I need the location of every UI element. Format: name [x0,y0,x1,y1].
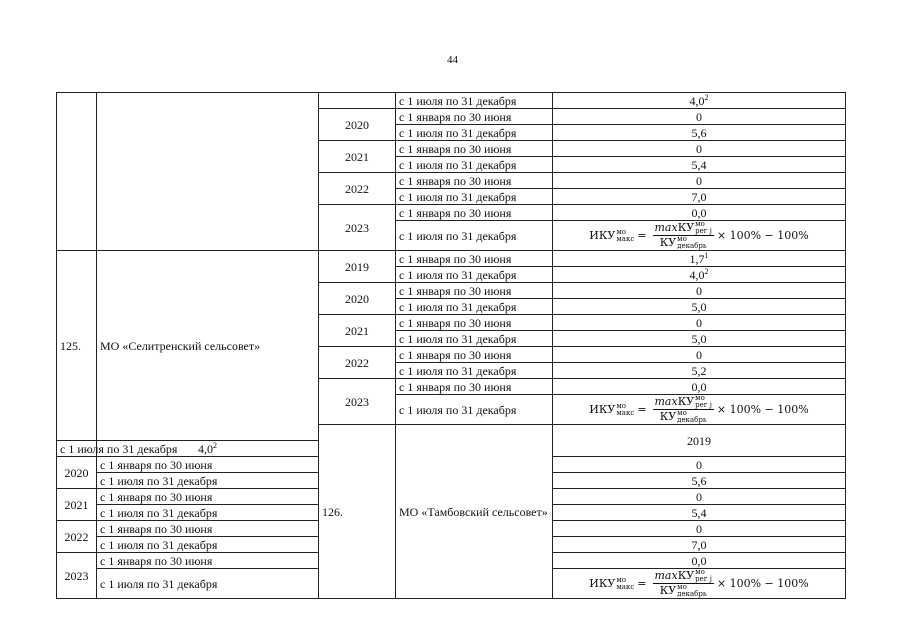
formula-lhs-sup: мо [616,401,627,410]
formula [589,221,808,250]
period-cell: с 1 января по 30 июня [396,379,553,395]
formula-lhs: ИКУ [589,402,616,416]
period-cell: с 1 января по 30 июня [97,553,319,569]
period-cell: с 1 июля по 31 декабря [97,569,319,599]
formula-den-scripts [677,236,707,250]
tariff-table [56,92,846,599]
period-cell: с 1 июля по 31 декабря [396,157,553,173]
value-cell [553,173,846,189]
formula-den-sup: мо [677,583,687,591]
formula-lhs-scripts [616,577,634,591]
formula-num-sub: рег j [695,227,712,235]
period-cell: с 1 января по 30 июня [396,347,553,363]
value-cell [553,315,846,331]
value-text: 5,6 [691,125,707,140]
year-cell: 2021 [57,489,97,521]
year-cell: 2023 [57,553,97,599]
year-cell: 2022 [319,347,396,379]
value-cell [553,283,846,299]
period-cell: с 1 июля по 31 декабря [396,125,553,141]
period-cell: с 1 января по 30 июня [396,173,553,189]
value-text: 0 [696,315,702,330]
period-cell: с 1 июля по 31 декабря [97,473,319,489]
period-cell: с 1 января по 30 июня [396,315,553,331]
year-cell: 2020 [57,457,97,489]
value-text: 4,0 [689,93,705,108]
value-cell [553,537,846,553]
year-cell: 2022 [57,521,97,553]
value-text: 4,0 [689,267,705,282]
formula-den-scripts [677,584,707,598]
formula-numerator [653,395,714,410]
formula-tail: × 100% − 100% [716,402,809,416]
value-cell [553,267,846,283]
value-cell [553,205,846,221]
formula-num-sup: мо [695,394,705,402]
value-text: 0 [696,521,702,536]
formula-num-base: КУ [677,221,695,234]
formula-den-sup: мо [677,409,687,417]
value-text: 5,2 [691,363,707,378]
value-cell [553,157,846,173]
value-cell [553,221,846,251]
formula-equals: = [637,228,647,242]
year-cell: 2019 [553,425,846,457]
value-cell [553,363,846,379]
period-cell: с 1 января по 30 июня [97,489,319,505]
formula-max: max [654,395,678,408]
value-cell [553,457,846,473]
formula-den-base: КУ [659,410,677,423]
formula-numerator [653,221,714,236]
formula-num-scripts [695,395,712,409]
municipality-name: МО «Тамбовский сельсовет» [396,425,553,599]
formula-equals: = [637,576,647,590]
value-cell [553,489,846,505]
formula-lhs-sub: макс [616,234,635,243]
formula-lhs-sup: мо [616,575,627,584]
year-cell: 2022 [319,173,396,205]
formula-lhs-sup: мо [616,227,627,236]
value-text: 0 [696,489,702,504]
row-number [57,93,97,251]
row-number: 125. [57,251,97,441]
table-row [57,251,846,267]
formula-max: max [654,569,678,582]
year-cell: 2019 [319,251,396,283]
year-cell: 2023 [319,379,396,425]
year-cell: 2021 [319,141,396,173]
period-cell: с 1 июля по 31 декабря [97,537,319,553]
formula-den-base: КУ [659,236,677,249]
value-text: 1,7 [689,251,705,266]
formula-lhs-sub: макс [616,582,635,591]
period-cell: с 1 января по 30 июня [396,141,553,157]
year-cell [319,93,396,109]
formula-num-sup: мо [695,220,705,228]
value-text: 5,0 [691,299,707,314]
formula-den-sub: декабрь [677,590,707,598]
period-cell: с 1 июля по 31 декабря [396,267,553,283]
value-text: 0 [696,457,702,472]
value-cell [553,93,846,109]
formula-lhs: ИКУ [589,228,616,242]
value-text: 7,0 [691,189,707,204]
period-cell: с 1 января по 30 июня [396,205,553,221]
municipality-name [97,93,319,251]
footnote-marker: 2 [213,440,217,450]
table-row [57,93,846,109]
formula-fraction [653,569,714,598]
formula-fraction [653,221,714,250]
formula-den-scripts [677,410,707,424]
footnote-marker: 2 [704,92,709,102]
year-cell: 2020 [319,109,396,141]
period-cell: с 1 января по 30 июня [97,457,319,473]
value-text: 0 [696,109,702,124]
year-cell: 2020 [319,283,396,315]
formula [589,569,808,598]
footnote-marker: 1 [704,250,709,260]
value-text: 0 [696,347,702,362]
formula-fraction [653,395,714,424]
value-text: 0 [696,141,702,156]
formula-num-sub: рег j [695,401,712,409]
value-text: 5,4 [691,157,707,172]
value-cell [553,299,846,315]
period-cell: с 1 июля по 31 декабря [396,221,553,251]
value-cell [553,331,846,347]
formula-denominator [658,410,709,424]
value-cell [553,569,846,599]
footnote-marker: 2 [704,266,709,276]
period-cell: с 1 января по 30 июня [396,283,553,299]
formula-num-sup: мо [695,568,705,576]
formula-num-sub: рег j [695,575,712,583]
value-cell [553,521,846,537]
value-text: 4,0 [198,441,213,456]
value-cell [553,505,846,521]
formula-num-scripts [695,221,712,235]
formula-lhs: ИКУ [589,576,616,590]
value-text: 5,6 [691,473,707,488]
formula-lhs-sub: макс [616,408,635,417]
formula-den-sub: декабрь [677,416,707,424]
value-text: 0 [696,173,702,188]
period-cell: с 1 июля по 31 декабря [396,395,553,425]
year-cell: 2023 [319,205,396,251]
formula-lhs-scripts [616,229,634,243]
value-cell [553,553,846,569]
period-cell: с 1 января по 30 июня [396,251,553,267]
formula-den-base: КУ [659,584,677,597]
value-cell [553,109,846,125]
value-text: 5,4 [691,505,707,520]
page-number: 44 [447,54,458,66]
formula [589,395,808,424]
period-cell: с 1 июля по 31 декабря [396,331,553,347]
period-cell: с 1 июля по 31 декабря [396,93,553,109]
period-cell: с 1 июля по 31 декабря [396,189,553,205]
value-text: 7,0 [691,537,707,552]
value-cell [553,189,846,205]
period-cell: с 1 июля по 31 декабря [97,505,319,521]
row-number: 126. [319,425,396,599]
formula-num-scripts [695,569,712,583]
value-text: 0,0 [691,205,707,220]
value-text: 0 [696,283,702,298]
formula-num-base: КУ [677,569,695,582]
value-cell [553,125,846,141]
period-cell: с 1 июля по 31 декабря [57,441,97,457]
period-cell: с 1 июля по 31 декабря [396,299,553,315]
formula-numerator [653,569,714,584]
value-cell [553,379,846,395]
period-cell: с 1 июля по 31 декабря [396,363,553,379]
municipality-name: МО «Селитренский сельсовет» [97,251,319,441]
value-cell [553,251,846,267]
formula-tail: × 100% − 100% [716,576,809,590]
value-cell [553,141,846,157]
value-text: 5,0 [691,331,707,346]
formula-tail: × 100% − 100% [716,228,809,242]
value-cell [553,473,846,489]
period-cell: с 1 января по 30 июня [97,521,319,537]
value-cell [553,395,846,425]
formula-num-base: КУ [677,395,695,408]
formula-denominator [658,236,709,250]
formula-equals: = [637,402,647,416]
period-cell: с 1 января по 30 июня [396,109,553,125]
formula-den-sup: мо [677,235,687,243]
formula-den-sub: декабрь [677,242,707,250]
formula-max: max [654,221,678,234]
formula-lhs-scripts [616,403,634,417]
value-cell [553,347,846,363]
year-cell: 2021 [319,315,396,347]
value-text: 0,0 [691,379,707,394]
formula-denominator [658,584,709,598]
value-text: 0,0 [691,553,707,568]
